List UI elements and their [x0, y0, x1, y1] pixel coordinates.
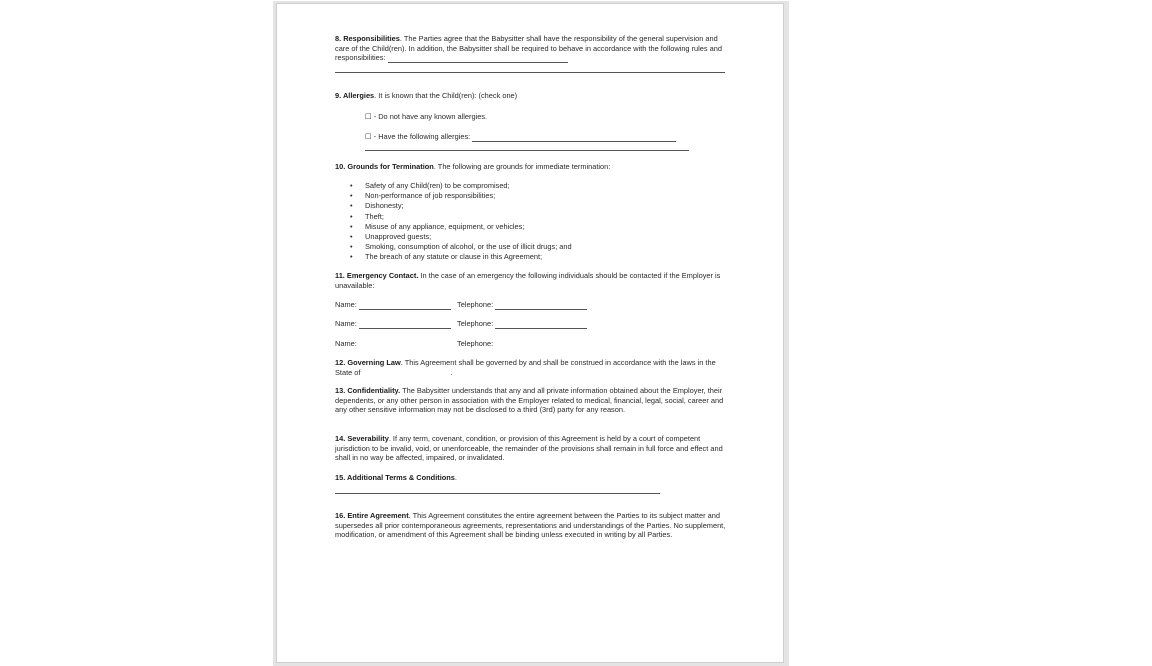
telephone-label: Telephone:	[457, 319, 494, 328]
fill-in-line	[472, 134, 676, 142]
fill-in-line	[359, 321, 451, 329]
section-heading: 8. Responsibilities	[335, 34, 400, 43]
section-heading: 14. Severability	[335, 434, 389, 443]
section-heading: 15. Additional Terms & Conditions	[335, 473, 455, 482]
section-confidentiality	[335, 386, 727, 415]
fill-in-line	[495, 321, 587, 329]
section-severability	[335, 434, 727, 463]
fill-in-line	[388, 55, 568, 63]
list-item: • Dishonesty;	[365, 201, 725, 211]
contact-row	[335, 339, 727, 349]
section-termination	[335, 162, 727, 172]
section-text: . The Parties agree that the Babysitter shall have the responsibility of the general supervision and care of the Child(ren). In addition, the Babysitter shall be required to behave in accordance with the following rules and responsibilities:	[335, 34, 723, 63]
fill-in-line	[335, 487, 660, 494]
checkbox-label: ☐ - Have the following allergies:	[365, 132, 471, 141]
section-text: The Babysitter understands that any and all private information obtained about the Employer, their dependents, or any other person in association with the Employer related to medical, financial, legal, social, career and any other sensitive information may not be disclosed to a third (3rd) party for any reason.	[335, 386, 724, 415]
telephone-field[interactable]	[457, 319, 587, 329]
telephone-label: Telephone:	[457, 339, 494, 348]
allergy-option-have[interactable]	[365, 132, 725, 142]
list-item: • The breach of any statute or clause in this Agreement;	[365, 252, 725, 262]
name-label: Name:	[335, 300, 357, 309]
telephone-field[interactable]	[457, 339, 493, 349]
section-text: .	[454, 473, 457, 482]
contact-row	[335, 300, 727, 310]
section-heading: 13. Confidentiality.	[335, 386, 401, 395]
section-text: . This Agreement shall be governed by and shall be construed in accordance with the laws in the State of	[335, 358, 716, 377]
section-text: . It is known that the Child(ren): (check one)	[374, 91, 518, 100]
list-item: • Misuse of any appliance, equipment, or vehicles;	[365, 222, 725, 232]
section-allergies	[335, 91, 727, 101]
fill-in-line	[335, 66, 725, 73]
section-text: . The following are grounds for immediate termination:	[433, 162, 611, 171]
list-item: • Theft;	[365, 212, 725, 222]
contact-row	[335, 319, 727, 329]
section-heading: 12. Governing Law	[335, 358, 401, 367]
termination-list	[335, 181, 725, 263]
section-additional-terms	[335, 473, 727, 483]
section-emergency-contact	[335, 271, 727, 290]
section-heading: 11. Emergency Contact.	[335, 271, 419, 280]
name-field[interactable]	[335, 319, 451, 329]
section-text: In the case of an emergency the following individuals should be contacted if the Employer is unavailable:	[335, 271, 721, 290]
fill-in-line	[365, 144, 689, 151]
section-heading: 9. Allergies	[335, 91, 375, 100]
section-text: . If any term, covenant, condition, or provision of this Agreement is held by a court of competent jurisdiction to be invalid, void, or unenforceable, the remainder of the provisions shall remain in full force and effect and shall in no way be affected, impaired, or invalidated.	[335, 434, 723, 463]
allergy-option-none[interactable]	[365, 112, 725, 122]
section-heading: 16. Entire Agreement	[335, 511, 409, 520]
telephone-field[interactable]	[457, 300, 587, 310]
section-end: .	[450, 367, 453, 377]
list-item: • Unapproved guests;	[365, 232, 725, 242]
name-label: Name:	[335, 339, 357, 348]
list-item: • Smoking, consumption of alcohol, or the use of illicit drugs; and	[365, 242, 725, 252]
document-page	[276, 3, 784, 663]
fill-in-line	[359, 302, 451, 310]
section-text: . This Agreement constitutes the entire agreement between the Parties to its subject matter and supersedes all prior contemporaneous agreements, representations and understandings of the Parties. No supplement, modification, or amendment of this Agreement shall be binding unless executed in writing by all Parties.	[335, 511, 726, 540]
section-heading: 10. Grounds for Termination	[335, 162, 434, 171]
section-governing-law	[335, 358, 727, 377]
section-responsibilities	[335, 34, 727, 63]
telephone-label: Telephone:	[457, 300, 494, 309]
section-entire-agreement	[335, 511, 727, 540]
name-field[interactable]	[335, 339, 357, 349]
name-label: Name:	[335, 319, 357, 328]
checkbox-label: ☐ - Do not have any known allergies.	[365, 112, 488, 121]
list-item: • Non-performance of job responsibilities;	[365, 191, 725, 201]
name-field[interactable]	[335, 300, 451, 310]
fill-in-line	[495, 302, 587, 310]
list-item: • Safety of any Child(ren) to be compromised;	[365, 181, 725, 191]
